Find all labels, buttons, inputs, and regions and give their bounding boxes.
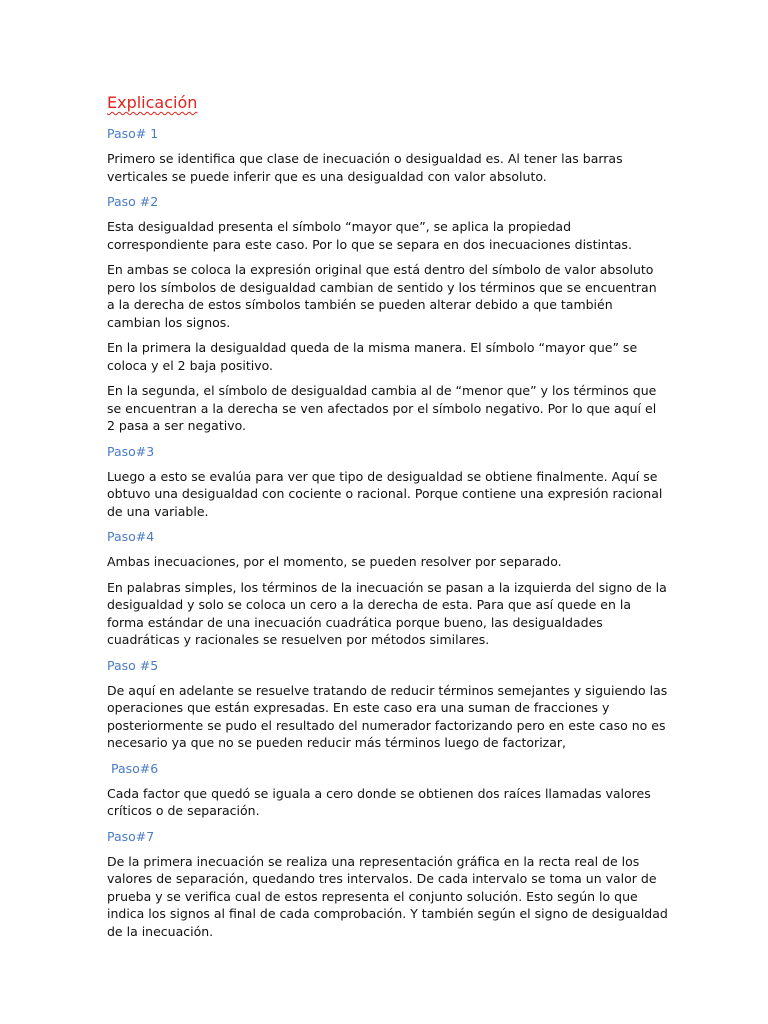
step-5-section	[107, 657, 668, 752]
step-1-section	[107, 125, 668, 185]
step-2-paragraph-3: En la primera la desigualdad queda de la misma manera. El símbolo “mayor que” se coloca y el 2 baja positivo.	[107, 340, 638, 373]
step-5-paragraph-1: De aquí en adelante se resuelve tratando de reducir términos semejantes y siguiendo las operaciones que están expresadas. En este caso era una suman de fracciones y posteriormente se pudo el resultado del numerador factorizando pero en este caso no es necesario ya que no se pueden reducir más términos luego de factorizar,	[107, 682, 668, 750]
step-6-paragraph-1: Cada factor que quedó se iguala a cero donde se obtienen dos raíces llamadas valores críticos o de separación.	[107, 785, 651, 818]
step-2-paragraph-2: En ambas se coloca la expresión original que está dentro del símbolo de valor absoluto pero los símbolos de desigualdad cambian de sentido y los términos que se encuentran a la derecha de estos símbolos también se pueden alterar debido a que también cambian los signos.	[107, 262, 657, 330]
step-1-heading: Paso# 1	[107, 126, 159, 141]
step-4-paragraph-2: En palabras simples, los términos de la inecuación se pasan a la izquierda del signo de la desigualdad y solo se coloca un cero a la derecha de esta. Para que así quede en la forma estándar de una inecuación cuadrática porque bueno, las desigualdades cuadráticas y racionales se resuelven por métodos similares.	[107, 579, 667, 647]
step-2-paragraph-1: Esta desigualdad presenta el símbolo “mayor que”, se aplica la propiedad correspondiente para este caso. Por lo que se separa en dos inecuaciones distintas.	[107, 219, 632, 252]
step-2-heading: Paso #2	[107, 194, 159, 209]
step-3-section	[107, 443, 668, 521]
step-4-heading: Paso#4	[107, 529, 155, 544]
step-2-paragraph-4: En la segunda, el símbolo de desigualdad cambia al de “menor que” y los términos que se encuentran a la derecha se ven afectados por el símbolo negativo. Por lo que aquí el 2 pasa a ser negativo.	[107, 383, 657, 433]
step-1-paragraph-1: Primero se identifica que clase de inecuación o desigualdad es. Al tener las barras verticales se puede inferir que es una desigualdad con valor absoluto.	[107, 151, 623, 184]
step-6-section	[107, 760, 668, 820]
step-7-section	[107, 828, 668, 941]
step-5-heading: Paso #5	[107, 657, 159, 673]
step-3-heading: Paso#3	[107, 443, 155, 459]
step-4-section	[107, 528, 668, 649]
step-7-heading: Paso#7	[107, 828, 155, 844]
step-7-paragraph-1: De la primera inecuación se realiza una representación gráfica en la recta real de los valores de separación, quedando tres intervalos. De cada intervalo se toma un valor de prueba y se verifica cual de estos representa el conjunto solución. Esto según lo que indica los signos al final de cada comprobación. Y también según el signo de desigualdad de la inecuación.	[107, 853, 668, 939]
step-4-paragraph-1: Ambas inecuaciones, por el momento, se pueden resolver por separado.	[107, 554, 562, 569]
step-6-heading: Paso#6	[107, 760, 159, 776]
step-2-section	[107, 193, 668, 435]
step-3-paragraph-1: Luego a esto se evalúa para ver que tipo de desigualdad se obtiene finalmente. Aquí se obtuvo una desigualdad con cociente o racional. Porque contiene una expresión racional de una variable.	[107, 468, 663, 519]
document-title: Explicación	[107, 93, 198, 112]
